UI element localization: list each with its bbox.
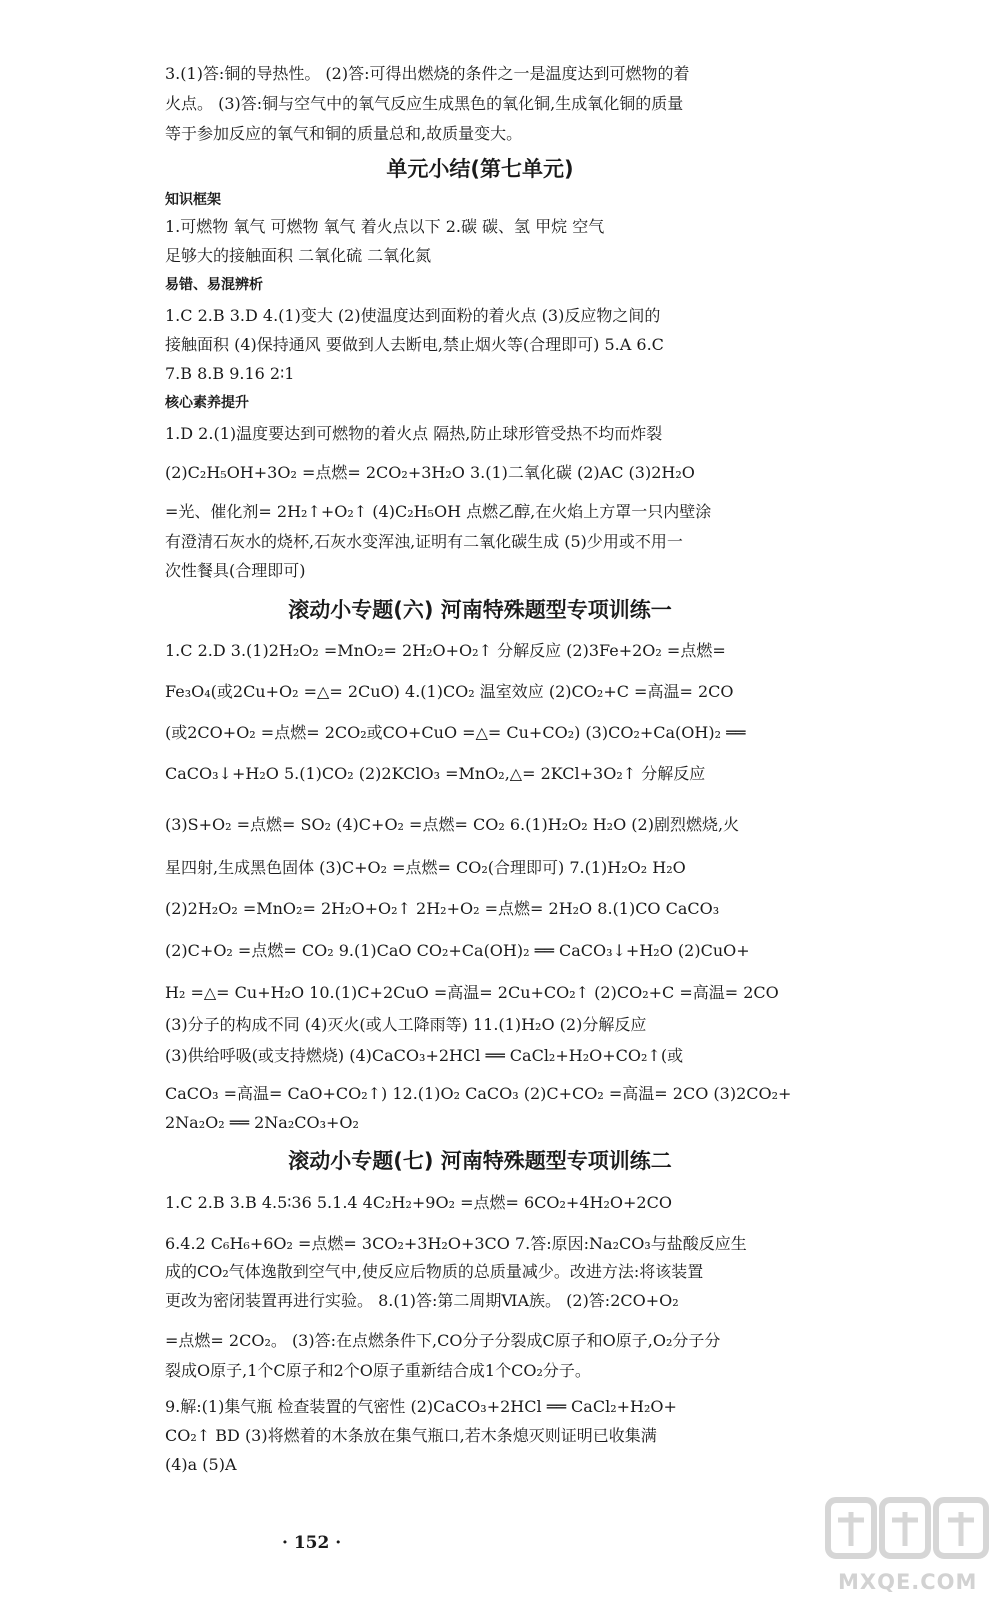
- text-line: 星四射,生成黑色固体 (3)C+O₂ =点燃= CO₂(合理即可) 7.(1)H₂O₂ H₂O: [165, 858, 686, 877]
- text-line: 1.可燃物 氧气 可燃物 氧气 着火点以下 2.碳 碳、氢 甲烷 空气: [165, 217, 605, 236]
- text-line: 成的CO₂气体逸散到空气中,使反应后物质的总质量减少。改进方法:将该装置: [165, 1262, 704, 1281]
- text-line: (2)C+O₂ =点燃= CO₂ 9.(1)CaO CO₂+Ca(OH)₂ ══ CaCO₃↓+H₂O (2)CuO+: [165, 941, 750, 960]
- text-line: 更改为密闭装置再进行实验。 8.(1)答:第二周期ⅥA族。 (2)答:2CO+O₂: [165, 1291, 679, 1310]
- watermark-text: MXQE.COM: [838, 1570, 978, 1594]
- text-line: (2)2H₂O₂ =MnO₂= 2H₂O+O₂↑ 2H₂+O₂ =点燃= 2H₂O 8.(1)CO CaCO₃: [165, 899, 720, 918]
- text-line: 1.C 2.D 3.(1)2H₂O₂ =MnO₂= 2H₂O+O₂↑ 分解反应 (2)3Fe+2O₂ =点燃=: [165, 641, 726, 660]
- subsection-heading: 易错、易混辨析: [165, 277, 263, 293]
- text-line: 次性餐具(合理即可): [165, 561, 306, 580]
- subsection-heading: 知识框架: [165, 192, 221, 208]
- text-line: 9.解:(1)集气瓶 检查装置的气密性 (2)CaCO₃+2HCl ══ CaCl₂+H₂O+: [165, 1397, 677, 1416]
- text-line: (3)S+O₂ =点燃= SO₂ (4)C+O₂ =点燃= CO₂ 6.(1)H₂O₂ H₂O (2)剧烈燃烧,火: [165, 815, 740, 834]
- section-title: 滚动小专题(六) 河南特殊题型专项训练一: [288, 598, 672, 622]
- section-title: 单元小结(第七单元): [386, 157, 574, 181]
- text-line: (或2CO+O₂ =点燃= 2CO₂或CO+CuO =△= Cu+CO₂) (3)CO₂+Ca(OH)₂ ══: [165, 723, 746, 742]
- text-line: (4)a (5)A: [165, 1455, 237, 1474]
- text-line: 3.(1)答:铜的导热性。 (2)答:可得出燃烧的条件之一是温度达到可燃物的着: [165, 64, 690, 83]
- text-line: H₂ =△= Cu+H₂O 10.(1)C+2CuO =高温= 2Cu+CO₂↑ (2)CO₂+C =高温= 2CO: [165, 983, 779, 1002]
- text-line: 火点。 (3)答:铜与空气中的氧气反应生成黑色的氧化铜,生成氧化铜的质量: [165, 94, 684, 113]
- text-line: 1.D 2.(1)温度要达到可燃物的着火点 隔热,防止球形管受热不均而炸裂: [165, 424, 663, 443]
- text-line: CaCO₃ =高温= CaO+CO₂↑) 12.(1)O₂ CaCO₃ (2)C+CO₂ =高温= 2CO (3)2CO₂+: [165, 1084, 792, 1103]
- text-line: 等于参加反应的氧气和铜的质量总和,故质量变大。: [165, 124, 523, 143]
- text-line: 1.C 2.B 3.B 4.5∶36 5.1.4 4C₂H₂+9O₂ =点燃= 6CO₂+4H₂O+2CO: [165, 1193, 672, 1212]
- text-line: 6.4.2 C₆H₆+6O₂ =点燃= 3CO₂+3H₂O+3CO 7.答:原因:Na₂CO₃与盐酸反应生: [165, 1234, 747, 1253]
- text-line: 足够大的接触面积 二氧化硫 二氧化氮: [165, 246, 432, 265]
- text-line: 裂成O原子,1个C原子和2个O原子重新结合成1个CO₂分子。: [165, 1361, 591, 1380]
- text-line: (3)分子的构成不同 (4)灭火(或人工降雨等) 11.(1)H₂O (2)分解反应: [165, 1015, 647, 1034]
- text-line: CO₂↑ BD (3)将燃着的木条放在集气瓶口,若木条熄灭则证明已收集满: [165, 1426, 657, 1445]
- text-line: 接触面积 (4)保持通风 要做到人去断电,禁止烟火等(合理即可) 5.A 6.C: [165, 335, 664, 354]
- page-number: · 152 ·: [282, 1533, 342, 1553]
- text-line: =点燃= 2CO₂。 (3)答:在点燃条件下,CO分子分裂成C原子和O原子,O₂分子分: [165, 1331, 721, 1350]
- text-line: CaCO₃↓+H₂O 5.(1)CO₂ (2)2KClO₃ =MnO₂,△= 2KCl+3O₂↑ 分解反应: [165, 764, 706, 783]
- text-line: =光、催化剂= 2H₂↑+O₂↑ (4)C₂H₅OH 点燃乙醇,在火焰上方罩一只内壁涂: [165, 502, 712, 521]
- section-title: 滚动小专题(七) 河南特殊题型专项训练二: [288, 1149, 672, 1173]
- text-line: 有澄清石灰水的烧杯,石灰水变浑浊,证明有二氧化碳生成 (5)少用或不用一: [165, 532, 683, 551]
- text-line: (3)供给呼吸(或支持燃烧) (4)CaCO₃+2HCl ══ CaCl₂+H₂O+CO₂↑(或: [165, 1046, 684, 1065]
- text-line: Fe₃O₄(或2Cu+O₂ =△= 2CuO) 4.(1)CO₂ 温室效应 (2)CO₂+C =高温= 2CO: [165, 682, 734, 701]
- text-line: 7.B 8.B 9.16 2∶1: [165, 364, 295, 383]
- text-line: 2Na₂O₂ ══ 2Na₂CO₃+O₂: [165, 1113, 359, 1132]
- text-line: (2)C₂H₅OH+3O₂ =点燃= 2CO₂+3H₂O 3.(1)二氧化碳 (2)AC (3)2H₂O: [165, 463, 695, 482]
- text-line: 1.C 2.B 3.D 4.(1)变大 (2)使温度达到面粉的着火点 (3)反应物之间的: [165, 306, 661, 325]
- subsection-heading: 核心素养提升: [165, 395, 249, 411]
